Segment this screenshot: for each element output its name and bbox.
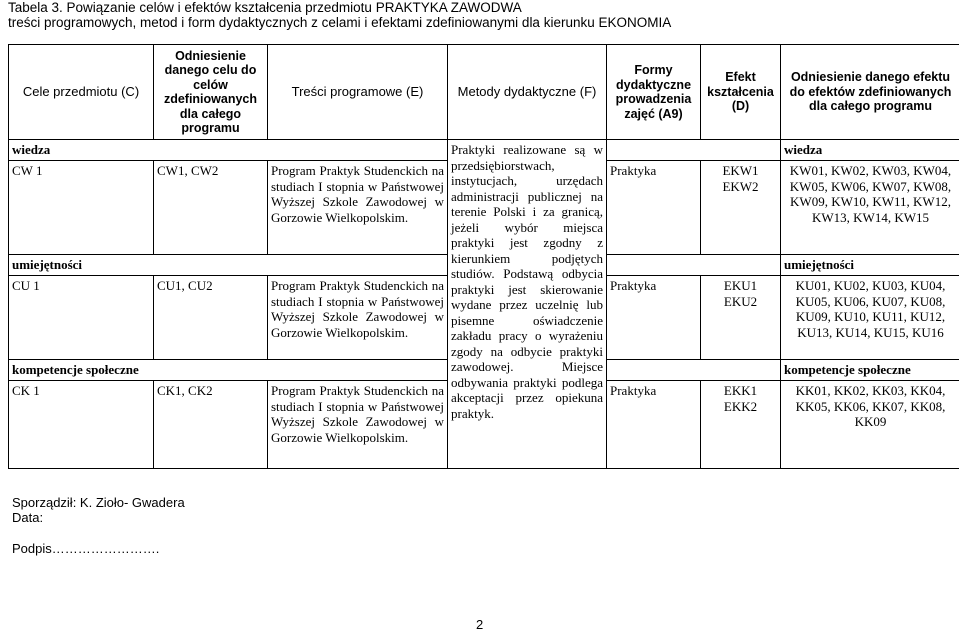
- header-metody: Metody dydaktyczne (F): [448, 45, 607, 140]
- footer-author: Sporządził: K. Zioło- Gwadera: [12, 495, 185, 510]
- cel-cell: CU 1: [9, 276, 154, 360]
- page-number: 2: [476, 617, 483, 632]
- odniesienie-efektu-cell: KK01, KK02, KK03, KK04, KK05, KK06, KK07, KK08, KK09: [781, 381, 959, 469]
- tresc-cell: Program Praktyk Studenckich na studiach I stopnia w Państwowej Wyższej Szkole Zawodowej w Gorzowie Wielkopolskim.: [268, 161, 448, 255]
- header-tresci: Treści programowe (E): [268, 45, 448, 140]
- header-formy: Formy dydaktyczne prowadzenia zajęć (A9): [607, 45, 701, 140]
- efekt-code: EKW2: [704, 179, 777, 195]
- section-right-label: umiejętności: [781, 255, 959, 276]
- forma-cell: Praktyka: [607, 276, 701, 360]
- section-row-wiedza: [9, 140, 959, 161]
- tresc-cell: Program Praktyk Studenckich na studiach I stopnia w Państwowej Wyższej Szkole Zawodowej w Gorzowie Wielkopolskim.: [268, 381, 448, 469]
- section-spacer: [607, 360, 781, 381]
- section-right-label: kompetencje społeczne: [781, 360, 959, 381]
- efekt-code: EKK1: [704, 383, 777, 399]
- header-odniesienie-efektu: Odniesienie danego efektu do efektów zdefiniowanych dla całego programu: [781, 45, 959, 140]
- alignment-table: [8, 44, 959, 469]
- forma-cell: Praktyka: [607, 381, 701, 469]
- odniesienie-efektu-cell: KU01, KU02, KU03, KU04, KU05, KU06, KU07, KU08, KU09, KU10, KU11, KU12, KU13, KU14, KU15, KU16: [781, 276, 959, 360]
- caption-line-1: Tabela 3. Powiązanie celów i efektów kształcenia przedmiotu PRAKTYKA ZAWODWA: [8, 0, 671, 15]
- efekt-cell: [701, 276, 781, 360]
- header-row: [9, 45, 959, 140]
- section-spacer: [607, 140, 781, 161]
- table-caption: [8, 0, 671, 30]
- footer-date: Data:: [12, 510, 43, 525]
- tresc-cell: Program Praktyk Studenckich na studiach I stopnia w Państwowej Wyższej Szkole Zawodowej w Gorzowie Wielkopolskim.: [268, 276, 448, 360]
- cel-cell: CK 1: [9, 381, 154, 469]
- cel-cell: CW 1: [9, 161, 154, 255]
- forma-cell: Praktyka: [607, 161, 701, 255]
- header-odniesienie-celu: Odniesienie danego celu do celów zdefiniowanych dla całego programu: [154, 45, 268, 140]
- header-efekt: Efekt kształcenia (D): [701, 45, 781, 140]
- odniesienie-cell: CW1, CW2: [154, 161, 268, 255]
- efekt-code: EKU2: [704, 294, 777, 310]
- efekt-cell: [701, 161, 781, 255]
- header-cele: Cele przedmiotu (C): [9, 45, 154, 140]
- section-right-label: wiedza: [781, 140, 959, 161]
- caption-line-2: treści programowych, metod i form dydaktycznych z celami i efektami zdefiniowanymi dla kierunku EKONOMIA: [8, 15, 671, 30]
- efekt-code: EKU1: [704, 278, 777, 294]
- section-spacer: [607, 255, 781, 276]
- efekt-code: EKK2: [704, 399, 777, 415]
- section-label: kompetencje społeczne: [9, 360, 448, 381]
- odniesienie-efektu-cell: KW01, KW02, KW03, KW04, KW05, KW06, KW07, KW08, KW09, KW10, KW11, KW12, KW13, KW14, KW15: [781, 161, 959, 255]
- footer-signature: Podpis…………………….: [12, 541, 159, 556]
- efekt-cell: [701, 381, 781, 469]
- efekt-code: EKW1: [704, 163, 777, 179]
- section-label: umiejętności: [9, 255, 448, 276]
- odniesienie-cell: CU1, CU2: [154, 276, 268, 360]
- metody-text: Praktyki realizowane są w przedsiębiorstwach, instytucjach, urzędach administracji publicznej na terenie Polski i za granicą, jeżeli wybór miejsca praktyki jest zgodny z kierunkiem podjętych studiów. Podstawą odbycia praktyki jest skierowanie wydane przez uczelnię lub pisemne oświadczenie zakładu pracy o wyrażeniu zgody na odbycie praktyki zawodowej. Miejsce odbywania praktyki podlega akceptacji przez opiekuna praktyk.: [448, 140, 607, 469]
- section-label: wiedza: [9, 140, 448, 161]
- odniesienie-cell: CK1, CK2: [154, 381, 268, 469]
